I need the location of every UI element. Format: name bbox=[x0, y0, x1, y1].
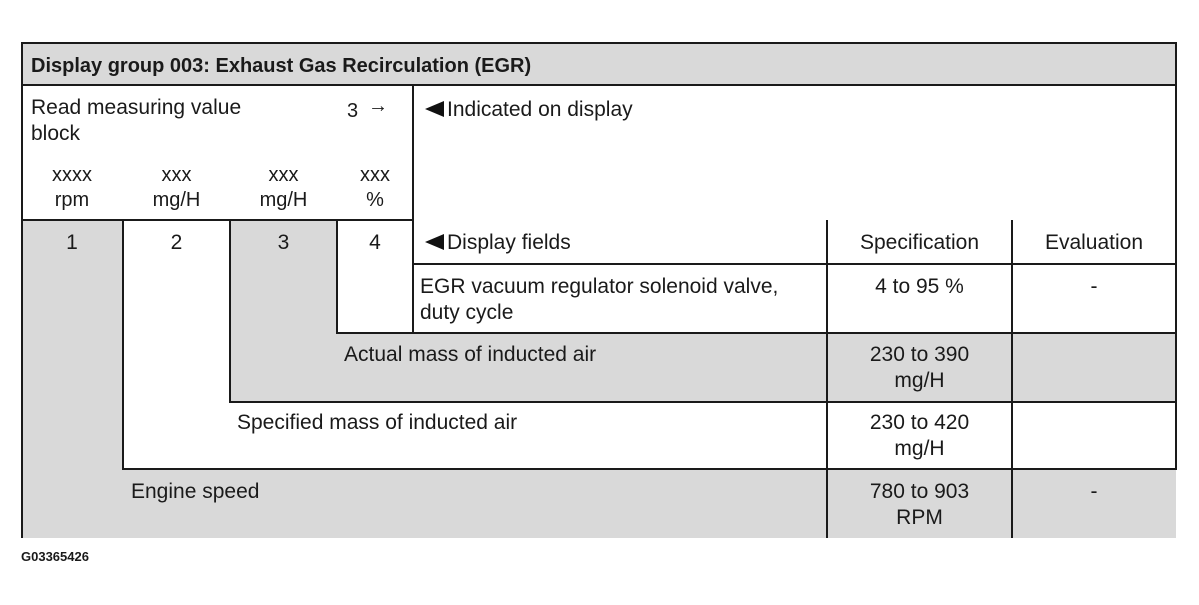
row4-eval: - bbox=[1090, 480, 1098, 503]
row1-field: EGR vacuum regulator solenoid valve, duty cycle bbox=[420, 275, 779, 324]
rule-header-bottom bbox=[413, 263, 1177, 265]
unit-col1-top: xxxx bbox=[52, 164, 92, 186]
rule-row3-bottom bbox=[123, 468, 1177, 470]
row2-spec: 230 to 390 mg/H bbox=[869, 343, 970, 392]
figure-id: G03365426 bbox=[21, 549, 89, 564]
pointer-triangle-icon bbox=[425, 234, 444, 250]
indicated-label: Indicated on display bbox=[447, 98, 633, 121]
row1-spec: 4 to 95 % bbox=[875, 275, 964, 298]
field-number-2: 2 bbox=[170, 231, 183, 254]
rule-right bbox=[1175, 42, 1177, 470]
rule-top bbox=[22, 42, 1177, 44]
unit-col4-bottom: % bbox=[366, 189, 384, 211]
unit-col1-bottom: rpm bbox=[54, 189, 90, 211]
field-number-3: 3 bbox=[277, 231, 290, 254]
unit-col1 bbox=[22, 163, 122, 213]
row1-eval: - bbox=[1090, 275, 1098, 298]
pointer-triangle-icon bbox=[425, 101, 444, 117]
rule-read-block bbox=[412, 84, 414, 334]
rule-row1-bottom bbox=[337, 332, 1177, 334]
rule-left bbox=[21, 42, 23, 538]
display-fields-label: Display fields bbox=[447, 231, 571, 254]
col1-bg bbox=[22, 220, 124, 538]
read-block-number: 3 bbox=[347, 100, 359, 122]
unit-col3-bottom: mg/H bbox=[259, 189, 308, 211]
rule-title-bottom bbox=[22, 84, 1177, 86]
row2-field: Actual mass of inducted air bbox=[344, 343, 597, 366]
table-title: Display group 003: Exhaust Gas Recirculation (EGR) bbox=[31, 55, 532, 77]
read-block-label: Read measuring value block bbox=[31, 96, 242, 145]
field-number-4: 4 bbox=[369, 231, 381, 254]
row4-field: Engine speed bbox=[131, 480, 260, 503]
indicated-on-display bbox=[425, 97, 633, 123]
row4-spec: 780 to 903 RPM bbox=[869, 480, 970, 529]
evaluation-header: Evaluation bbox=[1044, 231, 1144, 254]
unit-col4 bbox=[338, 163, 412, 213]
unit-col2 bbox=[124, 163, 229, 213]
field-number-1: 1 bbox=[66, 231, 78, 254]
unit-col3-top: xxx bbox=[268, 164, 299, 186]
display-fields-header bbox=[425, 230, 571, 256]
unit-col2-bottom: mg/H bbox=[152, 189, 201, 211]
unit-col2-top: xxx bbox=[161, 164, 192, 186]
unit-col3 bbox=[231, 163, 336, 213]
row3-spec: 230 to 420 mg/H bbox=[869, 411, 970, 460]
specification-header: Specification bbox=[859, 231, 980, 254]
row3-field: Specified mass of inducted air bbox=[237, 411, 518, 434]
rule-row2-bottom bbox=[230, 401, 1177, 403]
rule-col1 bbox=[122, 220, 124, 470]
read-block-arrow: → bbox=[368, 95, 388, 117]
rule-numbers-top bbox=[22, 219, 413, 221]
rule-spec-left bbox=[826, 220, 828, 538]
unit-col4-top: xxx bbox=[360, 164, 390, 186]
